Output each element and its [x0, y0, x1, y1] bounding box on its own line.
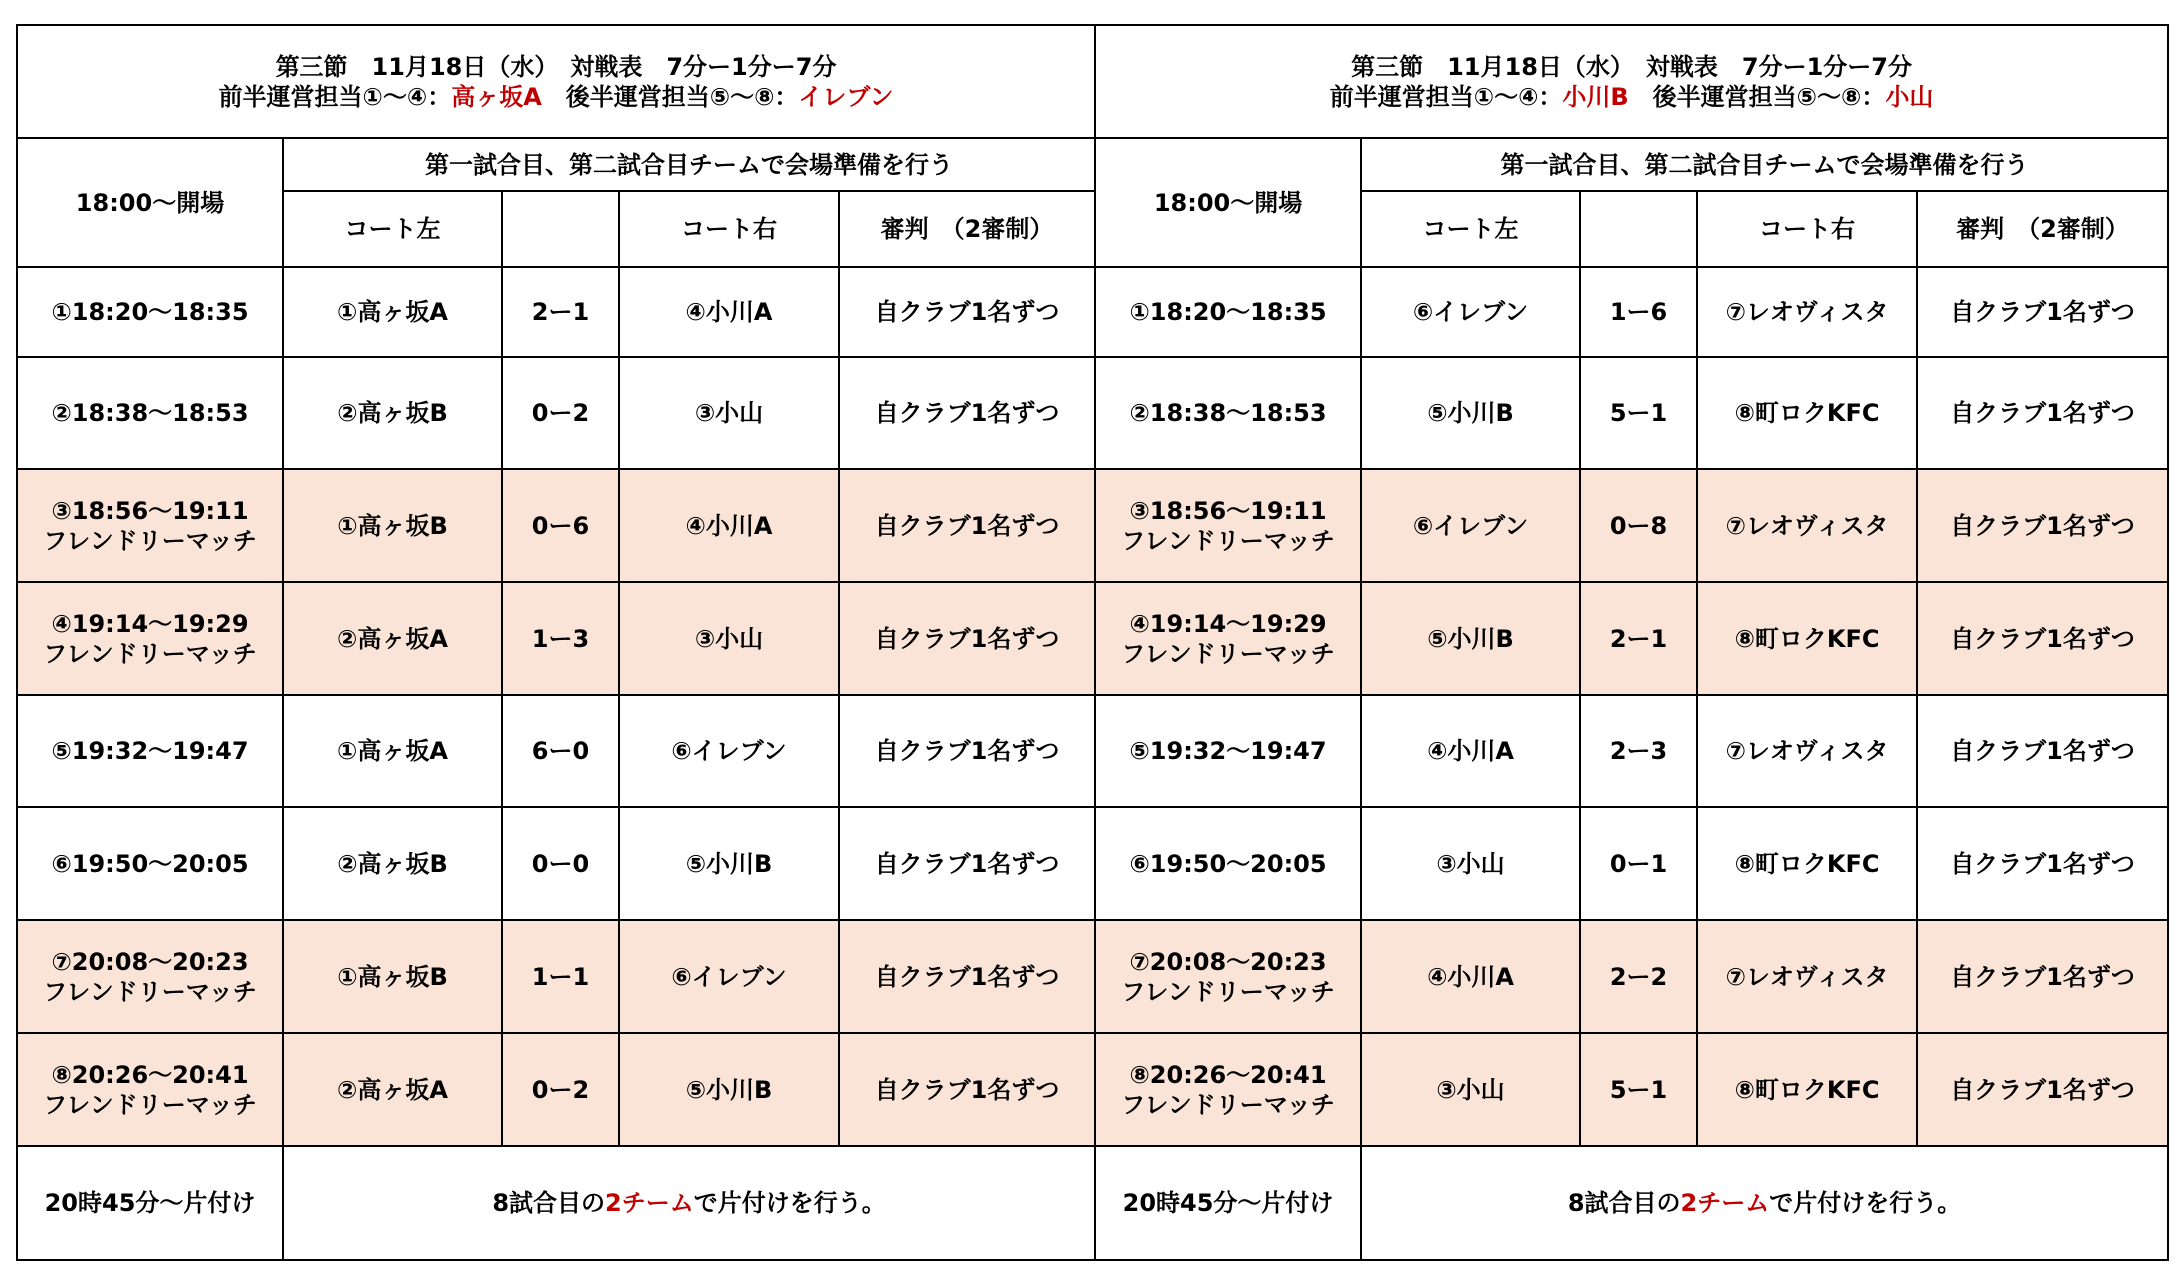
right-first-half-team: 小川B	[1562, 82, 1629, 111]
court-right-team: ⑦レオヴィスタ	[1697, 267, 1917, 357]
court-left-team: ①高ヶ坂B	[283, 469, 502, 582]
court-right-team: ⑦レオヴィスタ	[1697, 695, 1917, 807]
right-col-court-right: コート右	[1697, 191, 1917, 267]
match-time-label: ⑧20:26～20:41	[51, 1060, 249, 1089]
right-cleanup-prefix: 8試合目の	[1567, 1189, 1681, 1217]
match-time	[1095, 695, 1361, 807]
court-left-team: ①高ヶ坂B	[283, 920, 502, 1033]
match-time	[1095, 920, 1361, 1033]
match-score: 2ー2	[1580, 920, 1697, 1033]
court-right-team: ⑧町ロクKFC	[1697, 582, 1917, 695]
match-score: 0ー2	[502, 357, 619, 469]
court-right-team: ⑧町ロクKFC	[1697, 1033, 1917, 1146]
right-cleanup-time: 20時45分～片付け	[1095, 1146, 1361, 1260]
friendly-label: フレンドリーマッチ	[43, 977, 257, 1006]
match-time-label: ⑦20:08～20:23	[51, 947, 249, 976]
court-left-team: ③小山	[1361, 1033, 1580, 1146]
court-left-team: ⑥イレブン	[1361, 469, 1580, 582]
court-left-team: ①高ヶ坂A	[283, 267, 502, 357]
match-time	[1095, 469, 1361, 582]
match-time	[17, 469, 283, 582]
friendly-label: フレンドリーマッチ	[43, 526, 257, 555]
referee-note: 自クラブ1名ずつ	[1917, 357, 2168, 469]
match-score: 0ー0	[502, 807, 619, 920]
referee-note: 自クラブ1名ずつ	[839, 695, 1095, 807]
court-left-team: ②高ヶ坂A	[283, 582, 502, 695]
referee-note: 自クラブ1名ずつ	[839, 267, 1095, 357]
friendly-match-row	[17, 469, 2168, 582]
match-time-label: ③18:56～19:11	[1129, 496, 1327, 525]
referee-note: 自クラブ1名ずつ	[1917, 469, 2168, 582]
match-time-label: ⑧20:26～20:41	[1129, 1060, 1327, 1089]
court-left-team: ④小川A	[1361, 695, 1580, 807]
referee-note: 自クラブ1名ずつ	[1917, 1033, 2168, 1146]
match-score: 1ー6	[1580, 267, 1697, 357]
match-score: 0ー1	[1580, 807, 1697, 920]
friendly-label: フレンドリーマッチ	[1121, 1090, 1335, 1119]
match-time-label: ②18:38～18:53	[1129, 399, 1327, 427]
match-time	[17, 920, 283, 1033]
match-time-label: ⑥19:50～20:05	[1129, 849, 1327, 878]
match-score: 0ー6	[502, 469, 619, 582]
match-score: 2ー3	[1580, 695, 1697, 807]
match-score: 0ー8	[1580, 469, 1697, 582]
right-duty-prefix: 前半運営担当①～④：	[1329, 82, 1563, 111]
left-cleanup-prefix: 8試合目の	[492, 1189, 606, 1217]
left-title-cell	[17, 25, 1095, 138]
friendly-label: フレンドリーマッチ	[43, 1090, 257, 1119]
cleanup-row	[17, 1146, 2168, 1260]
referee-note: 自クラブ1名ずつ	[1917, 920, 2168, 1033]
left-cleanup-time: 20時45分～片付け	[17, 1146, 283, 1260]
match-time-label: ①18:20～18:35	[51, 298, 249, 326]
right-duty-middle: 後半運営担当⑤～⑧：	[1628, 82, 1886, 111]
referee-note: 自クラブ1名ずつ	[839, 582, 1095, 695]
court-left-team: ⑥イレブン	[1361, 267, 1580, 357]
referee-note: 自クラブ1名ずつ	[839, 357, 1095, 469]
match-score: 2ー1	[1580, 582, 1697, 695]
match-time-label: ①18:20～18:35	[1129, 298, 1327, 326]
left-col-court-right: コート右	[619, 191, 839, 267]
court-right-team: ⑤小川B	[619, 1033, 839, 1146]
right-title-cell	[1095, 25, 2168, 138]
court-left-team: ①高ヶ坂A	[283, 695, 502, 807]
match-score: 5ー1	[1580, 1033, 1697, 1146]
match-time-label: ⑤19:32～19:47	[51, 737, 249, 765]
friendly-label: フレンドリーマッチ	[43, 639, 257, 668]
court-right-team: ⑦レオヴィスタ	[1697, 469, 1917, 582]
court-left-team: ④小川A	[1361, 920, 1580, 1033]
match-row	[17, 357, 2168, 469]
left-col-court-left: コート左	[283, 191, 502, 267]
match-score: 1ー3	[502, 582, 619, 695]
match-time-label: ⑦20:08～20:23	[1129, 947, 1327, 976]
referee-note: 自クラブ1名ずつ	[839, 920, 1095, 1033]
court-right-team: ③小山	[619, 357, 839, 469]
match-time-label: ⑤19:32～19:47	[1129, 737, 1327, 765]
left-title-line: 第三節 11月18日（水） 対戦表 7分ー1分ー7分	[275, 52, 837, 81]
match-time-label: ③18:56～19:11	[51, 496, 249, 525]
match-time	[1095, 267, 1361, 357]
court-right-team: ⑧町ロクKFC	[1697, 357, 1917, 469]
right-cleanup-suffix: で片付けを行う。	[1769, 1189, 1962, 1217]
referee-note: 自クラブ1名ずつ	[1917, 582, 2168, 695]
referee-note: 自クラブ1名ずつ	[839, 807, 1095, 920]
court-left-team: ⑤小川B	[1361, 357, 1580, 469]
court-right-team: ⑧町ロクKFC	[1697, 807, 1917, 920]
court-left-team: ②高ヶ坂B	[283, 357, 502, 469]
right-cleanup-note	[1361, 1146, 2168, 1260]
court-left-team: ③小山	[1361, 807, 1580, 920]
match-time	[17, 1033, 283, 1146]
prep-row	[17, 138, 2168, 191]
right-col-referee: 審判 （2審制）	[1917, 191, 2168, 267]
match-time-label: ④19:14～19:29	[1129, 609, 1327, 638]
court-right-team: ⑥イレブン	[619, 920, 839, 1033]
left-cleanup-note	[283, 1146, 1095, 1260]
right-title-line: 第三節 11月18日（水） 対戦表 7分ー1分ー7分	[1351, 52, 1912, 81]
referee-note: 自クラブ1名ずつ	[839, 1033, 1095, 1146]
title-row	[17, 25, 2168, 138]
match-score: 6ー0	[502, 695, 619, 807]
match-score: 5ー1	[1580, 357, 1697, 469]
schedule-sheet	[16, 24, 2167, 1261]
match-schedule-table	[16, 24, 2169, 1261]
left-second-half-team: イレブン	[798, 82, 894, 111]
match-time	[1095, 807, 1361, 920]
friendly-match-row	[17, 582, 2168, 695]
column-header-row	[17, 191, 2168, 267]
match-time	[17, 582, 283, 695]
right-second-half-team: 小山	[1885, 82, 1934, 111]
left-duty-middle: 後半運営担当⑤～⑧：	[541, 82, 799, 111]
friendly-label: フレンドリーマッチ	[1121, 977, 1335, 1006]
left-duty-prefix: 前半運営担当①～④：	[218, 82, 452, 111]
match-score: 2ー1	[502, 267, 619, 357]
match-score: 0ー2	[502, 1033, 619, 1146]
friendly-match-row	[17, 920, 2168, 1033]
friendly-label: フレンドリーマッチ	[1121, 526, 1335, 555]
right-col-court-left: コート左	[1361, 191, 1580, 267]
court-left-team: ⑤小川B	[1361, 582, 1580, 695]
match-row	[17, 267, 2168, 357]
court-left-team: ②高ヶ坂A	[283, 1033, 502, 1146]
court-right-team: ⑥イレブン	[619, 695, 839, 807]
right-col-score	[1580, 191, 1697, 267]
court-right-team: ⑦レオヴィスタ	[1697, 920, 1917, 1033]
right-prep-note: 第一試合目、第二試合目チームで会場準備を行う	[1361, 138, 2168, 191]
court-right-team: ⑤小川B	[619, 807, 839, 920]
left-open-time: 18:00～開場	[17, 138, 283, 267]
match-time	[17, 807, 283, 920]
right-duty-line	[1096, 82, 2167, 112]
referee-note: 自クラブ1名ずつ	[1917, 695, 2168, 807]
right-open-time: 18:00～開場	[1095, 138, 1361, 267]
court-right-team: ③小山	[619, 582, 839, 695]
left-prep-note: 第一試合目、第二試合目チームで会場準備を行う	[283, 138, 1095, 191]
referee-note: 自クラブ1名ずつ	[1917, 267, 2168, 357]
court-left-team: ②高ヶ坂B	[283, 807, 502, 920]
match-row	[17, 807, 2168, 920]
court-right-team: ④小川A	[619, 267, 839, 357]
left-col-score	[502, 191, 619, 267]
match-row	[17, 695, 2168, 807]
right-cleanup-highlight: 2チーム	[1680, 1189, 1770, 1217]
match-time	[17, 357, 283, 469]
friendly-match-row	[17, 1033, 2168, 1146]
left-first-half-team: 高ヶ坂A	[451, 82, 542, 111]
left-cleanup-suffix: で片付けを行う。	[693, 1189, 886, 1217]
match-time-label: ⑥19:50～20:05	[51, 849, 249, 878]
left-cleanup-highlight: 2チーム	[605, 1189, 694, 1217]
match-time	[1095, 1033, 1361, 1146]
match-time-label: ④19:14～19:29	[51, 609, 249, 638]
match-time	[17, 267, 283, 357]
match-time	[1095, 582, 1361, 695]
referee-note: 自クラブ1名ずつ	[1917, 807, 2168, 920]
match-time	[1095, 357, 1361, 469]
friendly-label: フレンドリーマッチ	[1121, 639, 1335, 668]
left-col-referee: 審判 （2審制）	[839, 191, 1095, 267]
referee-note: 自クラブ1名ずつ	[839, 469, 1095, 582]
match-time-label: ②18:38～18:53	[51, 399, 249, 427]
match-time	[17, 695, 283, 807]
court-right-team: ④小川A	[619, 469, 839, 582]
left-duty-line	[18, 82, 1094, 112]
match-score: 1ー1	[502, 920, 619, 1033]
